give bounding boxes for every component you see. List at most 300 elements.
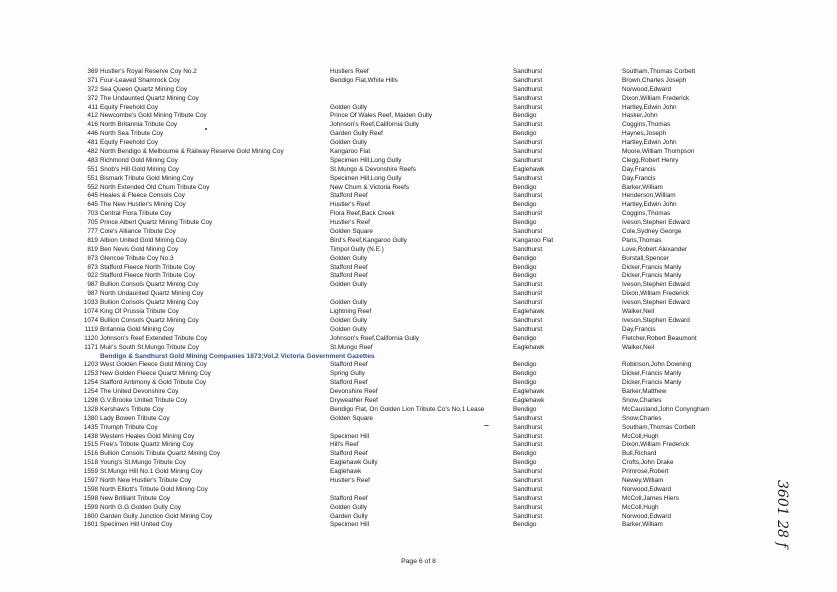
company-location: Specimen Hill xyxy=(330,432,370,440)
company-manager: Snow,Charles xyxy=(622,414,662,422)
company-district: Sandhurst xyxy=(513,76,543,84)
company-manager: Hartley,Edwin John xyxy=(622,201,677,209)
company-location: Dryweather Reef xyxy=(330,396,378,404)
company-manager: Newey,William xyxy=(622,476,664,484)
company-district: Bendigo xyxy=(513,263,537,271)
company-name: Triumph Tribute Coy xyxy=(100,423,158,431)
company-manager: Dicker,Francis Manly xyxy=(622,263,682,271)
company-manager: Brown,Charles Joseph xyxy=(622,76,687,84)
company-row xyxy=(0,504,837,513)
company-row xyxy=(0,281,837,290)
company-district: Eaglehawk xyxy=(513,388,545,396)
company-name: Ben Nevis Gold Mining Coy xyxy=(100,245,179,253)
company-row xyxy=(0,175,837,184)
company-row xyxy=(0,201,837,210)
company-number: 645 xyxy=(87,192,98,200)
company-number: 1598 xyxy=(83,485,98,493)
company-number: 1559 xyxy=(83,468,98,476)
company-district: Sandhurst xyxy=(513,468,543,476)
company-number: 1298 xyxy=(83,396,98,404)
company-row xyxy=(0,68,837,77)
company-district: Eaglehawk xyxy=(513,343,545,351)
company-number: 1033 xyxy=(83,299,98,307)
company-name: Free's Tribute Quartz Mining Coy xyxy=(100,441,194,449)
company-row xyxy=(0,130,837,139)
company-location: Stafford Reef xyxy=(330,494,368,502)
company-manager: Dicker,Francis Manly xyxy=(622,370,682,378)
company-district: Bendigo xyxy=(513,272,537,280)
company-number: 1120 xyxy=(84,334,98,342)
company-location: Garden Gully Reef xyxy=(330,130,383,138)
company-row xyxy=(0,406,837,415)
company-name: North Sea Tribute Coy xyxy=(100,130,164,138)
company-row xyxy=(0,219,837,228)
company-location: Golden Gully xyxy=(330,103,367,111)
company-location: New Chum & Victoria Reefs xyxy=(330,183,410,191)
company-district: Sandhurst xyxy=(513,299,543,307)
company-number: 922 xyxy=(87,272,98,280)
company-district: Sandhurst xyxy=(513,512,543,520)
company-manager: Day,Francis xyxy=(622,165,656,173)
company-location: Stafford Reef xyxy=(330,192,368,200)
company-number: 1253 xyxy=(83,370,98,378)
company-number: 416 xyxy=(87,121,98,129)
company-location: Bird's Reef,Kangaroo Gully xyxy=(330,236,407,244)
company-district: Bendigo xyxy=(513,183,537,191)
company-district: Bendigo xyxy=(513,112,537,120)
company-manager: Norwood,Edward xyxy=(622,485,672,493)
company-number: 1074 xyxy=(83,308,98,316)
company-row xyxy=(0,104,837,113)
company-district: Sandhurst xyxy=(513,85,543,93)
company-location: Hill's Reef xyxy=(330,441,359,449)
company-row xyxy=(0,95,837,104)
company-name: Muir's South St.Mungo Tribute Coy xyxy=(100,343,199,351)
company-district: Sandhurst xyxy=(513,325,543,333)
company-number: 873 xyxy=(87,254,98,262)
company-name: Kershaw's Tribute Coy xyxy=(100,405,164,413)
company-district: Sandhurst xyxy=(513,476,543,484)
company-district: Sandhurst xyxy=(513,414,543,422)
company-name: Hustler's Royal Reserve Coy No.2 xyxy=(100,68,197,75)
company-location: Stafford Reef xyxy=(330,450,368,458)
company-location: Stafford Reef xyxy=(330,263,368,271)
company-district: Sandhurst xyxy=(513,316,543,324)
company-location: Golden Square xyxy=(330,414,373,422)
company-location: Golden Gully xyxy=(330,254,367,262)
company-manager: McColl,Hugh xyxy=(622,503,659,511)
company-name: Albion United Gold Mining Coy xyxy=(100,236,188,244)
company-location: Stafford Reef xyxy=(330,272,368,280)
company-number: 1598 xyxy=(83,494,98,502)
company-manager: McCausland,John Conyngham xyxy=(622,405,710,413)
company-location: Hustler's Reef xyxy=(330,476,370,484)
company-district: Sandhurst xyxy=(513,503,543,511)
company-manager: Norwood,Edward xyxy=(622,85,672,93)
company-manager: Hartley,Edwin John xyxy=(622,103,677,111)
company-name: Equity Freehold Coy xyxy=(100,139,158,147)
company-number: 371 xyxy=(87,76,98,84)
company-manager: Dixon,William Frederick xyxy=(622,290,690,298)
company-location: Bendigo Flat, On Golden Lion Tribute Co's No.1 Lease xyxy=(330,405,485,413)
company-district: Sandhurst xyxy=(513,494,543,502)
company-row xyxy=(0,317,837,326)
company-number: 1328 xyxy=(83,405,98,413)
company-location: Johnson's Reef,California Gully xyxy=(330,334,419,342)
company-name: Glencoe Tribute Coy No.3 xyxy=(100,254,174,262)
company-manager: Paris,Thomas xyxy=(622,236,662,244)
company-number: 551 xyxy=(87,174,98,182)
company-row xyxy=(0,255,837,264)
company-name: Western Heales Gold Mining Coy xyxy=(100,432,195,440)
company-name: Four-Leaved Shamrock Coy xyxy=(100,76,180,84)
company-location: Bendigo Flat,White Hills xyxy=(330,76,398,84)
company-district: Sandhurst xyxy=(513,121,543,129)
section-heading xyxy=(0,353,837,362)
company-district: Kangaroo Flat xyxy=(513,236,554,244)
company-row xyxy=(0,290,837,299)
company-manager: Robinson,John Downing xyxy=(622,361,692,369)
company-name: Heales & Fleece Consols Coy xyxy=(100,192,185,200)
company-name: Snob's Hill Gold Mining Coy xyxy=(100,165,180,173)
company-location: Stafford Reef xyxy=(330,361,368,369)
company-row xyxy=(0,184,837,193)
company-manager: Southam,Thomas Corbett xyxy=(622,68,696,75)
company-name: G.V.Brooke United Tribute Coy xyxy=(100,396,188,404)
company-number: 705 xyxy=(87,219,98,227)
company-district: Sandhurst xyxy=(513,290,543,298)
company-district: Sandhurst xyxy=(513,139,543,147)
company-manager: Iveson,Stephen Edward xyxy=(622,299,690,307)
company-number: 1518 xyxy=(83,459,98,467)
company-number: 1074 xyxy=(83,316,98,324)
company-manager: Day,Francis xyxy=(622,174,656,182)
company-district: Bendigo xyxy=(513,361,537,369)
handwritten-note: 3601 28 f xyxy=(774,480,790,548)
company-row xyxy=(0,299,837,308)
company-number: 1438 xyxy=(83,432,98,440)
company-name: North G.G.Golden Gully Coy xyxy=(100,503,181,511)
company-number: 819 xyxy=(87,245,98,253)
company-row xyxy=(0,388,837,397)
company-manager: Haynes,Joseph xyxy=(622,130,667,138)
company-manager: Norwood,Edward xyxy=(622,512,672,520)
company-district: Sandhurst xyxy=(513,156,543,164)
company-number: 372 xyxy=(87,94,98,102)
company-name: New Golden Fleece Quartz Mining Coy xyxy=(100,370,211,378)
company-name: Prince Albert Quartz Mining Tribute Coy xyxy=(100,219,213,227)
company-manager: Coggins,Thomas xyxy=(622,210,671,218)
company-number: 1599 xyxy=(83,503,98,511)
company-row xyxy=(0,513,837,522)
company-name: Sea Queen Quartz Mining Coy xyxy=(100,85,188,93)
company-name: St.Mungo Hill No.1 Gold Mining Coy xyxy=(100,468,203,476)
scan-speck xyxy=(205,128,207,130)
company-number: 551 xyxy=(87,165,98,173)
company-district: Sandhurst xyxy=(513,245,543,253)
company-district: Sandhurst xyxy=(513,423,543,431)
companies-list xyxy=(0,68,837,530)
company-location: Hustlers Reef xyxy=(330,68,369,75)
company-name: Bullion Consols Quartz Mining Coy xyxy=(100,281,199,289)
company-name: Specimen Hill United Coy xyxy=(100,521,173,529)
company-row xyxy=(0,210,837,219)
company-location: Specimen Hill,Long Gully xyxy=(330,174,402,182)
company-number: 446 xyxy=(87,130,98,138)
company-location: Golden Gully xyxy=(330,325,367,333)
company-location: Golden Gully xyxy=(330,503,367,511)
company-name: Stafford Fleece North Tribute Coy xyxy=(100,263,196,271)
company-row xyxy=(0,495,837,504)
company-row xyxy=(0,148,837,157)
company-district: Eaglehawk xyxy=(513,308,545,316)
company-district: Sandhurst xyxy=(513,485,543,493)
company-district: Bendigo xyxy=(513,334,537,342)
company-manager: Iveson,Stephen Edward xyxy=(622,219,690,227)
company-manager: Iveson,Stephen Edward xyxy=(622,281,690,289)
company-name: Bullion Consols Tribute Quartz Mining Coy xyxy=(100,450,221,458)
company-district: Sandhurst xyxy=(513,103,543,111)
company-number: 1203 xyxy=(83,361,98,369)
company-manager: Snow,Charles xyxy=(622,396,662,404)
company-manager: Dixon,William Frederick xyxy=(622,94,690,102)
company-row xyxy=(0,86,837,95)
company-name: Garden Gully Junction Gold Mining Coy xyxy=(100,512,213,520)
company-district: Eaglehawk xyxy=(513,396,545,404)
company-district: Bendigo xyxy=(513,521,537,529)
company-manager: Iveson,Stephen Edward xyxy=(622,316,690,324)
company-manager: Bull,Richard xyxy=(622,450,657,458)
company-number: 411 xyxy=(87,103,98,111)
company-manager: Barker,Matthew xyxy=(622,388,667,396)
company-name: Equity Freehold Coy xyxy=(100,103,158,111)
company-location: Golden Gully xyxy=(330,139,367,147)
company-row xyxy=(0,246,837,255)
company-district: Sandhurst xyxy=(513,441,543,449)
company-row xyxy=(0,468,837,477)
company-manager: Burstall,Spencer xyxy=(622,254,669,262)
company-row xyxy=(0,450,837,459)
company-number: 1515 xyxy=(83,441,98,449)
company-manager: Clegg,Robert Henry xyxy=(622,156,679,164)
company-location: Golden Gully xyxy=(330,316,367,324)
company-row xyxy=(0,477,837,486)
company-district: Bendigo xyxy=(513,130,537,138)
scan-speck xyxy=(484,425,489,426)
company-row xyxy=(0,237,837,246)
company-manager: Day,Francis xyxy=(622,325,656,333)
company-row xyxy=(0,397,837,406)
company-location: Flora Reef,Back Creek xyxy=(330,210,395,218)
company-manager: Henderson,William xyxy=(622,192,676,200)
company-location: Stafford Reef xyxy=(330,379,368,387)
company-row xyxy=(0,157,837,166)
company-number: 552 xyxy=(87,183,98,191)
company-manager: Coggins,Thomas xyxy=(622,121,671,129)
company-manager: Walker,Neil xyxy=(622,343,655,351)
company-row xyxy=(0,521,837,530)
company-number: 987 xyxy=(87,290,98,298)
company-number: 1516 xyxy=(83,450,98,458)
company-row xyxy=(0,166,837,175)
company-name: The New Hustler's Mining Coy xyxy=(100,201,186,209)
company-number: 703 xyxy=(87,210,98,218)
company-row xyxy=(0,344,837,353)
company-number: 1435 xyxy=(83,423,98,431)
company-row xyxy=(0,121,837,130)
company-manager: Southam,Thomas Corbett xyxy=(622,423,696,431)
company-district: Eaglehawk xyxy=(513,165,545,173)
company-name: The United Devonshire Coy xyxy=(100,388,179,396)
company-district: Sandhurst xyxy=(513,68,543,75)
company-number: 1254 xyxy=(83,379,98,387)
company-district: Sandhurst xyxy=(513,281,543,289)
company-location: St.Mungo Reef xyxy=(330,343,373,351)
company-manager: Hartley,Edwin John xyxy=(622,139,677,147)
company-number: 819 xyxy=(87,236,98,244)
company-location: Specimen Hill xyxy=(330,521,370,529)
company-name: Bismark Tribute Gold Mining Coy xyxy=(100,174,194,182)
company-name: Stafford Antimony & Gold Tribute Coy xyxy=(100,379,207,387)
company-row xyxy=(0,77,837,86)
company-number: 1380 xyxy=(83,414,98,422)
company-location: Prince Of Wales Reef, Maiden Gully xyxy=(330,112,433,120)
company-number: 1171 xyxy=(84,343,98,351)
company-name: Stafford Fleece North Tribute Coy xyxy=(100,272,196,280)
company-district: Bendigo xyxy=(513,370,537,378)
company-row xyxy=(0,361,837,370)
company-manager: Dicker,Francis Manly xyxy=(622,272,682,280)
company-manager: Barker,William xyxy=(622,521,663,529)
company-name: Cole's Alliance Tribute Coy xyxy=(100,228,176,236)
company-row xyxy=(0,441,837,450)
company-district: Sandhurst xyxy=(513,210,543,218)
company-number: 1600 xyxy=(83,512,98,520)
company-location: Specimen Hill,Long Gully xyxy=(330,156,402,164)
section-heading-text: Bendigo & Sandhurst Gold Mining Companies 1873;Vol.2 Victoria Government Gazettes xyxy=(100,352,375,360)
company-manager: McColl,Hugh xyxy=(622,432,659,440)
company-manager: Dixon,William Frederick xyxy=(622,441,690,449)
company-row xyxy=(0,112,837,121)
company-manager: Cole,Sydney George xyxy=(622,228,682,236)
company-row xyxy=(0,228,837,237)
company-location: Timpol Gully (N.E.) xyxy=(330,245,384,253)
company-row xyxy=(0,424,837,433)
company-district: Bendigo xyxy=(513,405,537,413)
company-district: Bendigo xyxy=(513,254,537,262)
company-number: 987 xyxy=(87,281,98,289)
company-row xyxy=(0,433,837,442)
company-name: West Golden Fleece Gold Mining Coy xyxy=(100,361,207,369)
company-district: Sandhurst xyxy=(513,228,543,236)
company-location: Eaglehawk Gully xyxy=(330,459,378,467)
company-district: Bendigo xyxy=(513,450,537,458)
company-location: Lightning Reef xyxy=(330,308,372,316)
company-manager: McColl,James Hiers xyxy=(622,494,679,502)
company-row xyxy=(0,272,837,281)
company-row xyxy=(0,335,837,344)
company-manager: Hasker,John xyxy=(622,112,658,120)
company-district: Bendigo xyxy=(513,201,537,209)
company-number: 483 xyxy=(87,156,98,164)
company-location: Spring Gully xyxy=(330,370,365,378)
company-district: Sandhurst xyxy=(513,94,543,102)
company-number: 1119 xyxy=(84,325,98,333)
company-number: 1597 xyxy=(83,476,98,484)
page-footer: Page 6 of 8 xyxy=(401,558,436,565)
company-district: Sandhurst xyxy=(513,148,543,156)
company-location: Devonshire Reef xyxy=(330,388,378,396)
company-number: 372 xyxy=(87,85,98,93)
company-name: King Of Prussia Tribute Coy xyxy=(100,308,179,316)
company-number: 1254 xyxy=(83,388,98,396)
company-name: Central Flora Tribute Coy xyxy=(100,210,172,218)
company-name: North Undaunted Quartz Mining Coy xyxy=(100,290,204,298)
company-number: 777 xyxy=(87,228,98,236)
company-number: 1601 xyxy=(83,521,98,529)
company-manager: Barker,William xyxy=(622,183,663,191)
company-district: Sandhurst xyxy=(513,192,543,200)
company-location: St.Mungo & Devonshire Reefs xyxy=(330,165,416,173)
company-name: North Extended Old Chum Tribute Coy xyxy=(100,183,210,191)
company-name: North Britannia Tribute Coy xyxy=(100,121,178,129)
company-number: 481 xyxy=(87,139,98,147)
company-manager: Dicker,Francis Manly xyxy=(622,379,682,387)
company-number: 412 xyxy=(87,112,98,120)
company-name: Young's St.Mungo Tribute Coy xyxy=(100,459,186,467)
company-location: Eaglehawk xyxy=(330,468,362,476)
company-location: Kangaroo Flat xyxy=(330,148,371,156)
company-number: 482 xyxy=(87,148,98,156)
company-district: Bendigo xyxy=(513,459,537,467)
company-row xyxy=(0,192,837,201)
company-manager: Love,Robert Alexander xyxy=(622,245,688,253)
company-name: North Bendigo & Melbourne & Railway Reserve Gold Mining Coy xyxy=(100,148,284,156)
company-name: Johnson's Reef Extended Tribute Coy xyxy=(100,334,208,342)
company-name: North New Hustler's Tribute Coy xyxy=(100,476,192,484)
company-location: Golden Square xyxy=(330,228,373,236)
company-row xyxy=(0,308,837,317)
company-row xyxy=(0,415,837,424)
company-row xyxy=(0,486,837,495)
company-manager: Crofts,John Drake xyxy=(622,459,674,467)
company-district: Sandhurst xyxy=(513,174,543,182)
company-location: Golden Gully xyxy=(330,281,367,289)
company-name: North Elliott's Tribute Gold Mining Coy xyxy=(100,485,208,493)
company-row xyxy=(0,379,837,388)
company-location: Hustler's Reef xyxy=(330,219,370,227)
company-name: Newcombe's Gold Mining Tribute Coy xyxy=(100,112,207,120)
company-number: 873 xyxy=(87,263,98,271)
company-row xyxy=(0,459,837,468)
company-manager: Fletcher,Robert Beaumont xyxy=(622,334,697,342)
company-location: Golden Gully xyxy=(330,299,367,307)
company-name: Lady Bowen Tribute Coy xyxy=(100,414,170,422)
company-name: Bullion Consols Quartz Mining Coy xyxy=(100,299,199,307)
company-location: Johnson's Reef,California Gully xyxy=(330,121,419,129)
company-district: Sandhurst xyxy=(513,432,543,440)
company-number: 645 xyxy=(87,201,98,209)
company-name: Britannia Gold Mining Coy xyxy=(100,325,175,333)
company-location: Hustler's Reef xyxy=(330,201,370,209)
company-manager: Primrose,Robert xyxy=(622,468,669,476)
company-name: Richmond Gold Mining Coy xyxy=(100,156,178,164)
company-district: Bendigo xyxy=(513,219,537,227)
company-row xyxy=(0,370,837,379)
company-name: New Brilliant Tribute Coy xyxy=(100,494,170,502)
company-row xyxy=(0,326,837,335)
company-name: The Undaunted Quartz Mining Coy xyxy=(100,94,199,102)
